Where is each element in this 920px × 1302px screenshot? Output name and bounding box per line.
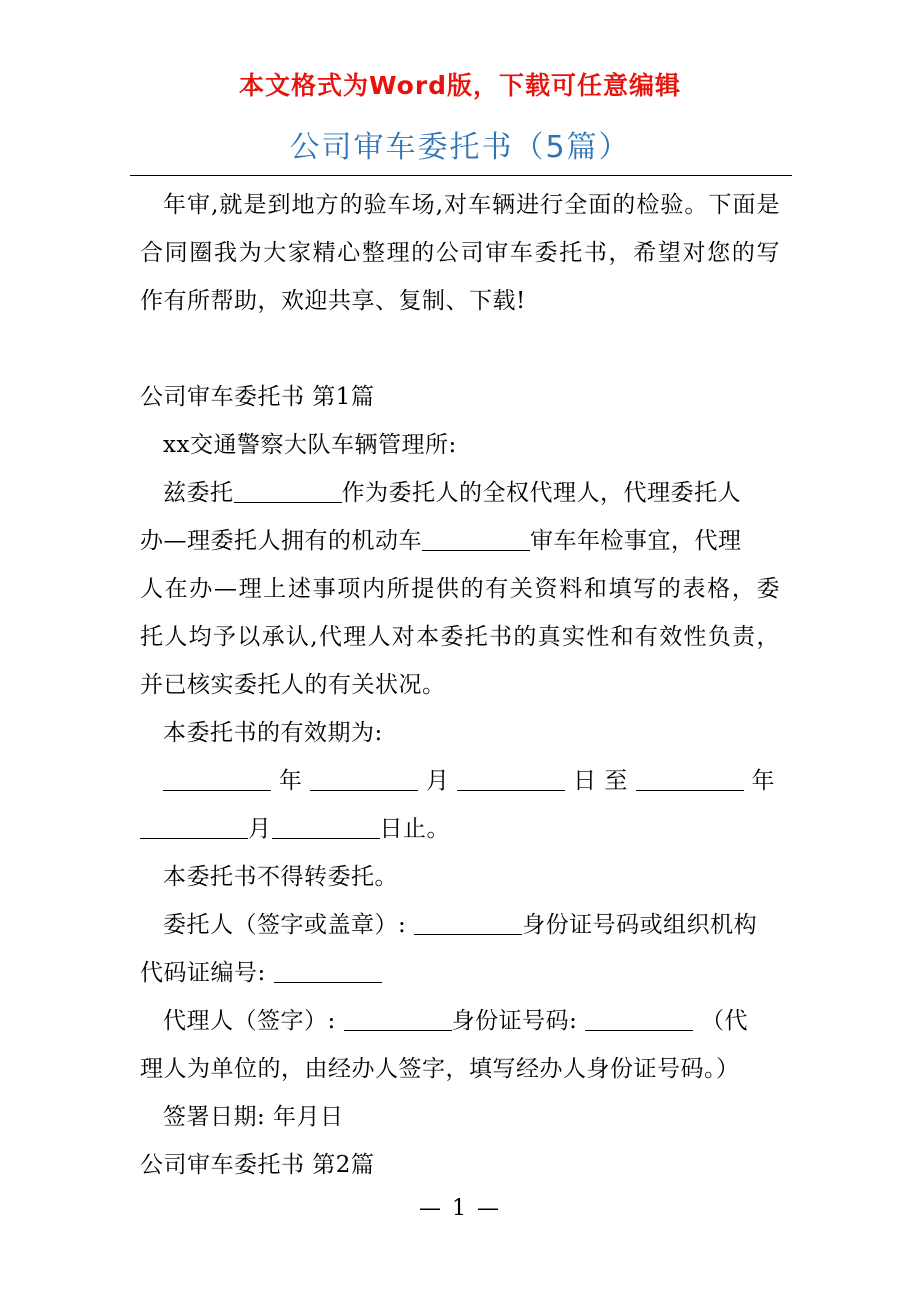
validity-date-line: [163, 766, 780, 796]
signing-date: 签署日期: 年月日: [163, 1104, 344, 1130]
para1-line-2: [140, 526, 780, 556]
section-2-heading: 公司审车委托书 第2篇: [140, 1152, 375, 1178]
para1-line-5: 并已核实委托人的有关状况。: [140, 672, 446, 698]
validity-label: 本委托书的有效期为:: [163, 720, 383, 746]
document-title: 公司审车委托书（5篇）: [289, 130, 631, 165]
no-transfer-clause: 本委托书不得转委托。: [163, 864, 398, 890]
start-month-blank: [310, 768, 418, 791]
start-year-label: 年: [278, 768, 303, 794]
end-year-blank: [636, 768, 744, 791]
addressee: xx交通警察大队车辆管理所:: [163, 432, 457, 458]
principal-code-line: [140, 958, 780, 988]
start-day-label: 日: [573, 768, 597, 794]
para1-line-4: 托人均予以承认,代理人对本委托书的真实性和有效性负责，: [140, 624, 780, 650]
intro-line-1: 年审,就是到地方的验车场,对车辆进行全面的检验。下面是: [163, 192, 780, 218]
principal-id-label: 身份证号码或组织机构: [522, 912, 758, 938]
para1-line-2a: 办—理委托人拥有的机动车: [140, 528, 422, 554]
agent-note-start: （代: [700, 1008, 748, 1034]
end-month-label: 月: [248, 816, 272, 842]
intro-line-3: 作有所帮助，欢迎共享、复制、下载!: [140, 288, 526, 314]
format-notice-banner: 本文格式为Word版，下载可任意编辑: [238, 71, 682, 100]
agent-note-line: 理人为单位的，由经办人签字，填写经办人身份证号码。）: [140, 1056, 740, 1082]
intro-line-2: 合同圈我为大家精心整理的公司审车委托书，希望对您的写: [140, 240, 780, 266]
agent-signature-blank: [344, 1008, 452, 1031]
principal-code-blank: [274, 960, 382, 983]
para1-line-2b: 审车年检事宜，代理: [530, 528, 742, 554]
page-number: — 1 —: [419, 1196, 501, 1221]
end-month-blank: [140, 816, 248, 839]
start-month-label: 月: [425, 768, 450, 794]
start-year-blank: [163, 768, 271, 791]
principal-code-label: 代码证编号:: [140, 960, 266, 986]
end-year-label: 年: [751, 768, 775, 794]
para1-line-3: 人在办—理上述事项内所提供的有关资料和填写的表格，委: [140, 576, 780, 602]
principal-line: [163, 910, 780, 940]
principal-signature-label: 委托人（签字或盖章）:: [163, 912, 407, 938]
vehicle-blank: [422, 528, 530, 551]
agent-name-blank: [234, 480, 342, 503]
para1-line-1a: 兹委托: [163, 480, 234, 506]
title-divider: [130, 175, 792, 176]
section-1-heading: 公司审车委托书 第1篇: [140, 384, 375, 410]
agent-id-blank: [585, 1008, 693, 1031]
to-label: 至: [604, 768, 628, 794]
validity-date-line-2: [140, 814, 780, 844]
agent-id-label: 身份证号码:: [451, 1008, 578, 1034]
end-day-blank: [272, 816, 380, 839]
end-day-label: 日止。: [379, 816, 450, 842]
para1-line-1b: 作为委托人的全权代理人，代理委托人: [341, 480, 741, 506]
para1-line-1: [163, 478, 780, 508]
agent-line: [163, 1006, 780, 1036]
principal-signature-blank: [414, 912, 522, 935]
start-day-blank: [457, 768, 565, 791]
agent-signature-label: 代理人（签字）:: [163, 1008, 336, 1034]
